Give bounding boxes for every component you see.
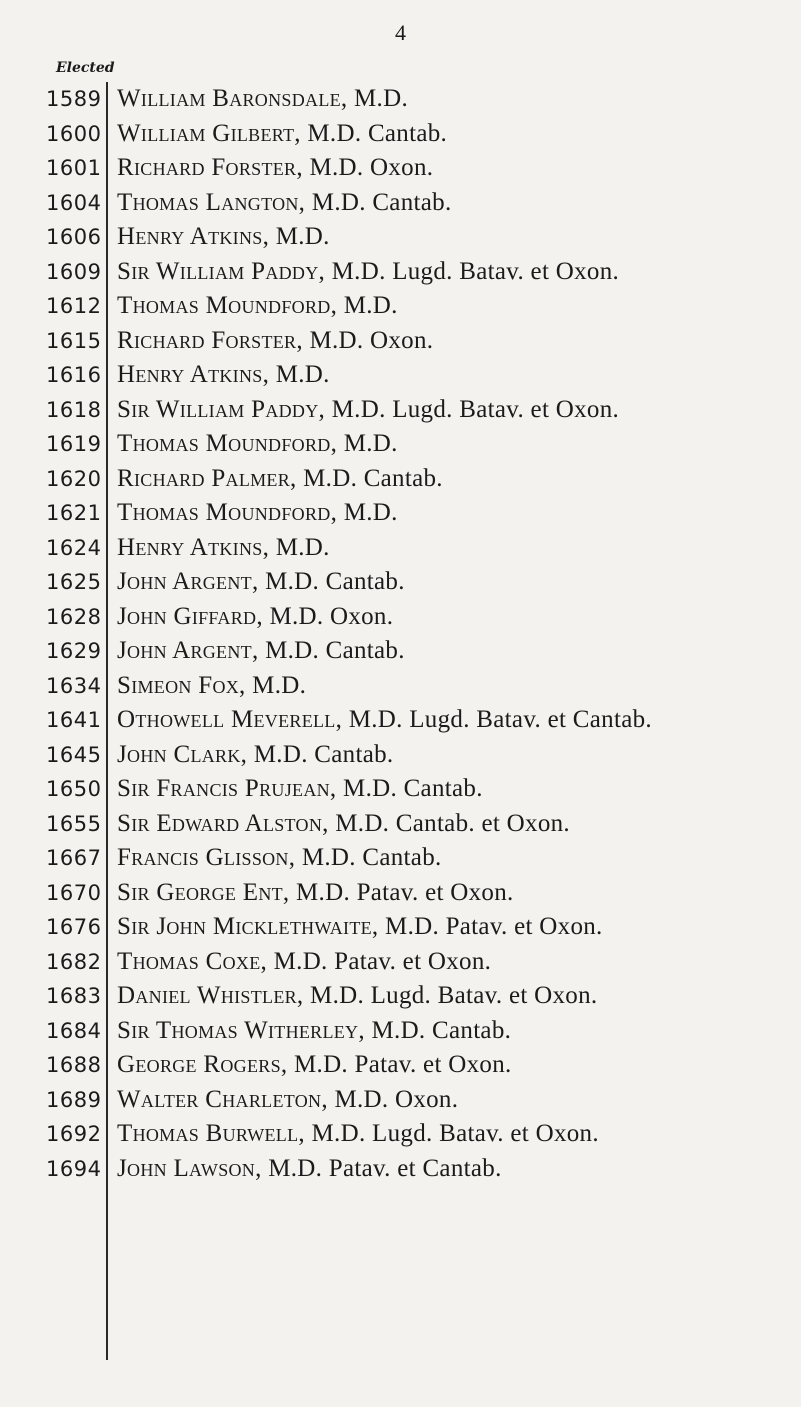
entry-name [117,948,491,976]
entry-person: Richard Forster, [117,154,303,181]
entry-qualification: M.D. Patav. et Oxon. [294,1051,512,1078]
entry-person: John Giffard, [117,602,263,630]
list-item [0,463,801,498]
entry-qualification: M.D. Patav. et Cantab. [268,1154,502,1182]
list-item [0,911,801,946]
entry-qualification: M.D. [275,361,330,388]
list-item [0,739,801,774]
entry-person: John Argent, [117,637,259,664]
entry-name [117,637,405,665]
list-item [0,842,801,877]
entry-person: Richard Forster, [117,326,303,354]
entry-person: Henry Atkins, [117,223,270,250]
list-item [0,773,801,808]
entry-name [117,189,452,217]
entry-year: 1589 [46,87,102,111]
entry-person: George Rogers, [117,1051,288,1078]
entry-qualification: M.D. Oxon. [334,1085,459,1113]
entry-qualification: M.D. Cantab. [301,844,442,871]
entry-name [117,258,619,286]
entry-year: 1676 [46,915,102,939]
entry-qualification: M.D. Cantab. [253,740,394,768]
entry-person: Sir George Ent, [117,878,290,906]
entry-person: John Clark, [117,740,248,768]
list-item [0,187,801,222]
entry-person: Simeon Fox, [117,671,246,699]
entry-year: 1667 [46,846,102,870]
entry-person: Thomas Langton, [117,188,306,216]
entry-name [117,120,447,148]
entry-person: William Gilbert, [117,119,301,147]
entry-year: 1620 [46,466,102,491]
list-item [0,152,801,187]
entry-person: Othowell Meverell, [117,706,343,733]
entry-qualification: M.D. Lugd. Batav. et Oxon. [311,1120,599,1147]
list-item [0,635,801,670]
entry-qualification: M.D. [343,430,398,457]
list-item [0,290,801,325]
entry-person: Thomas Moundford, [117,430,338,457]
entry-year: 1650 [46,777,102,801]
entry-year: 1683 [46,984,102,1008]
entry-person: Henry Atkins, [117,361,270,388]
entry-qualification: M.D. [343,499,398,526]
list-item [0,877,801,912]
entry-name [117,913,603,941]
entry-name [117,1017,511,1045]
entry-name [117,85,408,113]
entry-qualification: M.D. Cantab. [371,1016,512,1044]
entry-name [117,292,398,320]
list-item [0,1049,801,1084]
entry-name [117,706,652,734]
entry-name [117,1086,458,1114]
entry-year: 1601 [46,156,102,180]
entry-person: Henry Atkins, [117,533,270,561]
list-item [0,428,801,463]
entry-year: 1618 [46,397,102,422]
entry-year: 1634 [46,673,102,698]
entry-person: Sir John Micklethwaite, [117,913,379,940]
entry-name [117,1120,599,1148]
entry-name [117,810,570,838]
list-item [0,359,801,394]
entry-name [117,499,398,527]
entry-person: Richard Palmer, [117,464,297,492]
entry-name [117,223,330,251]
entry-name [117,982,597,1010]
entry-qualification: M.D. [252,671,307,699]
list-item [0,532,801,567]
entry-year: 1629 [46,639,102,663]
entry-name [117,534,330,562]
list-item [0,808,801,843]
entry-year: 1616 [46,363,102,387]
list-item [0,1153,801,1188]
list-item [0,980,801,1015]
entry-name [117,430,398,458]
list-item [0,946,801,981]
entry-year: 1624 [46,535,102,560]
entry-year: 1688 [46,1053,102,1077]
entry-name [117,1155,502,1183]
entry-person: Thomas Coxe, [117,947,268,975]
entry-year: 1625 [46,570,102,594]
list-item [0,256,801,291]
entry-year: 1682 [46,949,102,974]
entry-person: Sir William Paddy, [117,257,326,285]
entry-person: John Argent, [117,568,259,595]
entry-year: 1641 [46,708,102,732]
entry-name [117,603,393,631]
entry-year: 1692 [46,1122,102,1146]
presidents-list [0,83,801,1187]
list-item [0,1084,801,1119]
entry-year: 1621 [46,501,102,525]
entry-person: William Baronsdale, [117,85,348,112]
list-item [0,601,801,636]
entry-qualification: M.D. Cantab. [303,464,443,492]
entry-qualification: M.D. Oxon. [309,154,434,181]
entry-qualification: M.D. Cantab. [265,568,405,595]
entry-person: Thomas Moundford, [117,292,338,319]
entry-person: Daniel Whistler, [117,982,304,1009]
entry-name [117,1051,512,1079]
entry-year: 1619 [46,432,102,456]
entry-name [117,154,433,182]
entry-year: 1645 [46,742,102,767]
entry-year: 1684 [46,1018,102,1043]
entry-qualification: M.D. Cantab. et Oxon. [335,809,570,837]
entry-qualification: M.D. [343,292,398,319]
entry-person: Thomas Burwell, [117,1120,305,1147]
entry-qualification: M.D. Patav. et Oxon. [385,913,603,940]
entry-person: Sir Thomas Witherley, [117,1016,365,1044]
entry-year: 1604 [46,190,102,215]
list-item [0,566,801,601]
entry-qualification: M.D. Lugd. Batav. et Oxon. [331,395,620,423]
entry-person: Walter Charleton, [117,1085,328,1113]
page-number: 4 [395,20,406,45]
entry-year: 1600 [46,121,102,146]
entry-qualification: M.D. Oxon. [309,326,434,354]
entry-year: 1655 [46,811,102,836]
entry-qualification: M.D. Cantab. [265,637,405,664]
entry-year: 1609 [46,259,102,284]
entry-qualification: M.D. Lugd. Batav. et Oxon. [331,257,620,285]
entry-name [117,844,442,872]
entry-qualification: M.D. Lugd. Batav. et Oxon. [310,982,598,1009]
entry-name [117,361,330,389]
entry-person: Francis Glisson, [117,844,296,871]
list-item [0,1118,801,1153]
entry-qualification: M.D. Patav. et Oxon. [273,947,492,975]
entry-qualification: M.D. [354,85,409,112]
entry-name [117,465,443,493]
entry-year: 1615 [46,328,102,353]
list-item [0,83,801,118]
entry-year: 1689 [46,1087,102,1112]
entry-year: 1670 [46,880,102,905]
entry-year: 1606 [46,225,102,249]
entry-name [117,775,483,803]
list-item [0,670,801,705]
entry-qualification: M.D. Patav. et Oxon. [296,878,514,906]
list-item [0,221,801,256]
list-item [0,394,801,429]
entry-name [117,672,306,700]
entry-name [117,879,514,907]
entry-qualification: M.D. Cantab. [311,188,452,216]
entry-qualification: M.D. Cantab. [343,775,483,802]
entry-qualification: M.D. [275,223,330,250]
entry-person: Sir William Paddy, [117,395,326,423]
list-item [0,497,801,532]
entry-name [117,396,619,424]
column-header-elected: Elected [56,60,115,76]
list-item [0,118,801,153]
entry-person: Thomas Moundford, [117,499,338,526]
list-item [0,325,801,360]
entry-person: Sir Francis Prujean, [117,775,337,802]
entry-name [117,327,433,355]
entry-person: Sir Edward Alston, [117,809,329,837]
entry-year: 1612 [46,294,102,318]
entry-person: John Lawson, [117,1154,262,1182]
entry-name [117,568,405,596]
entry-qualification: M.D. Lugd. Batav. et Cantab. [348,706,652,733]
list-item [0,704,801,739]
entry-name [117,741,393,769]
entry-year: 1628 [46,604,102,629]
entry-qualification: M.D. Cantab. [307,119,448,147]
list-item [0,1015,801,1050]
entry-year: 1694 [46,1156,102,1181]
entry-qualification: M.D. Oxon. [269,602,394,630]
entry-qualification: M.D. [275,533,330,561]
